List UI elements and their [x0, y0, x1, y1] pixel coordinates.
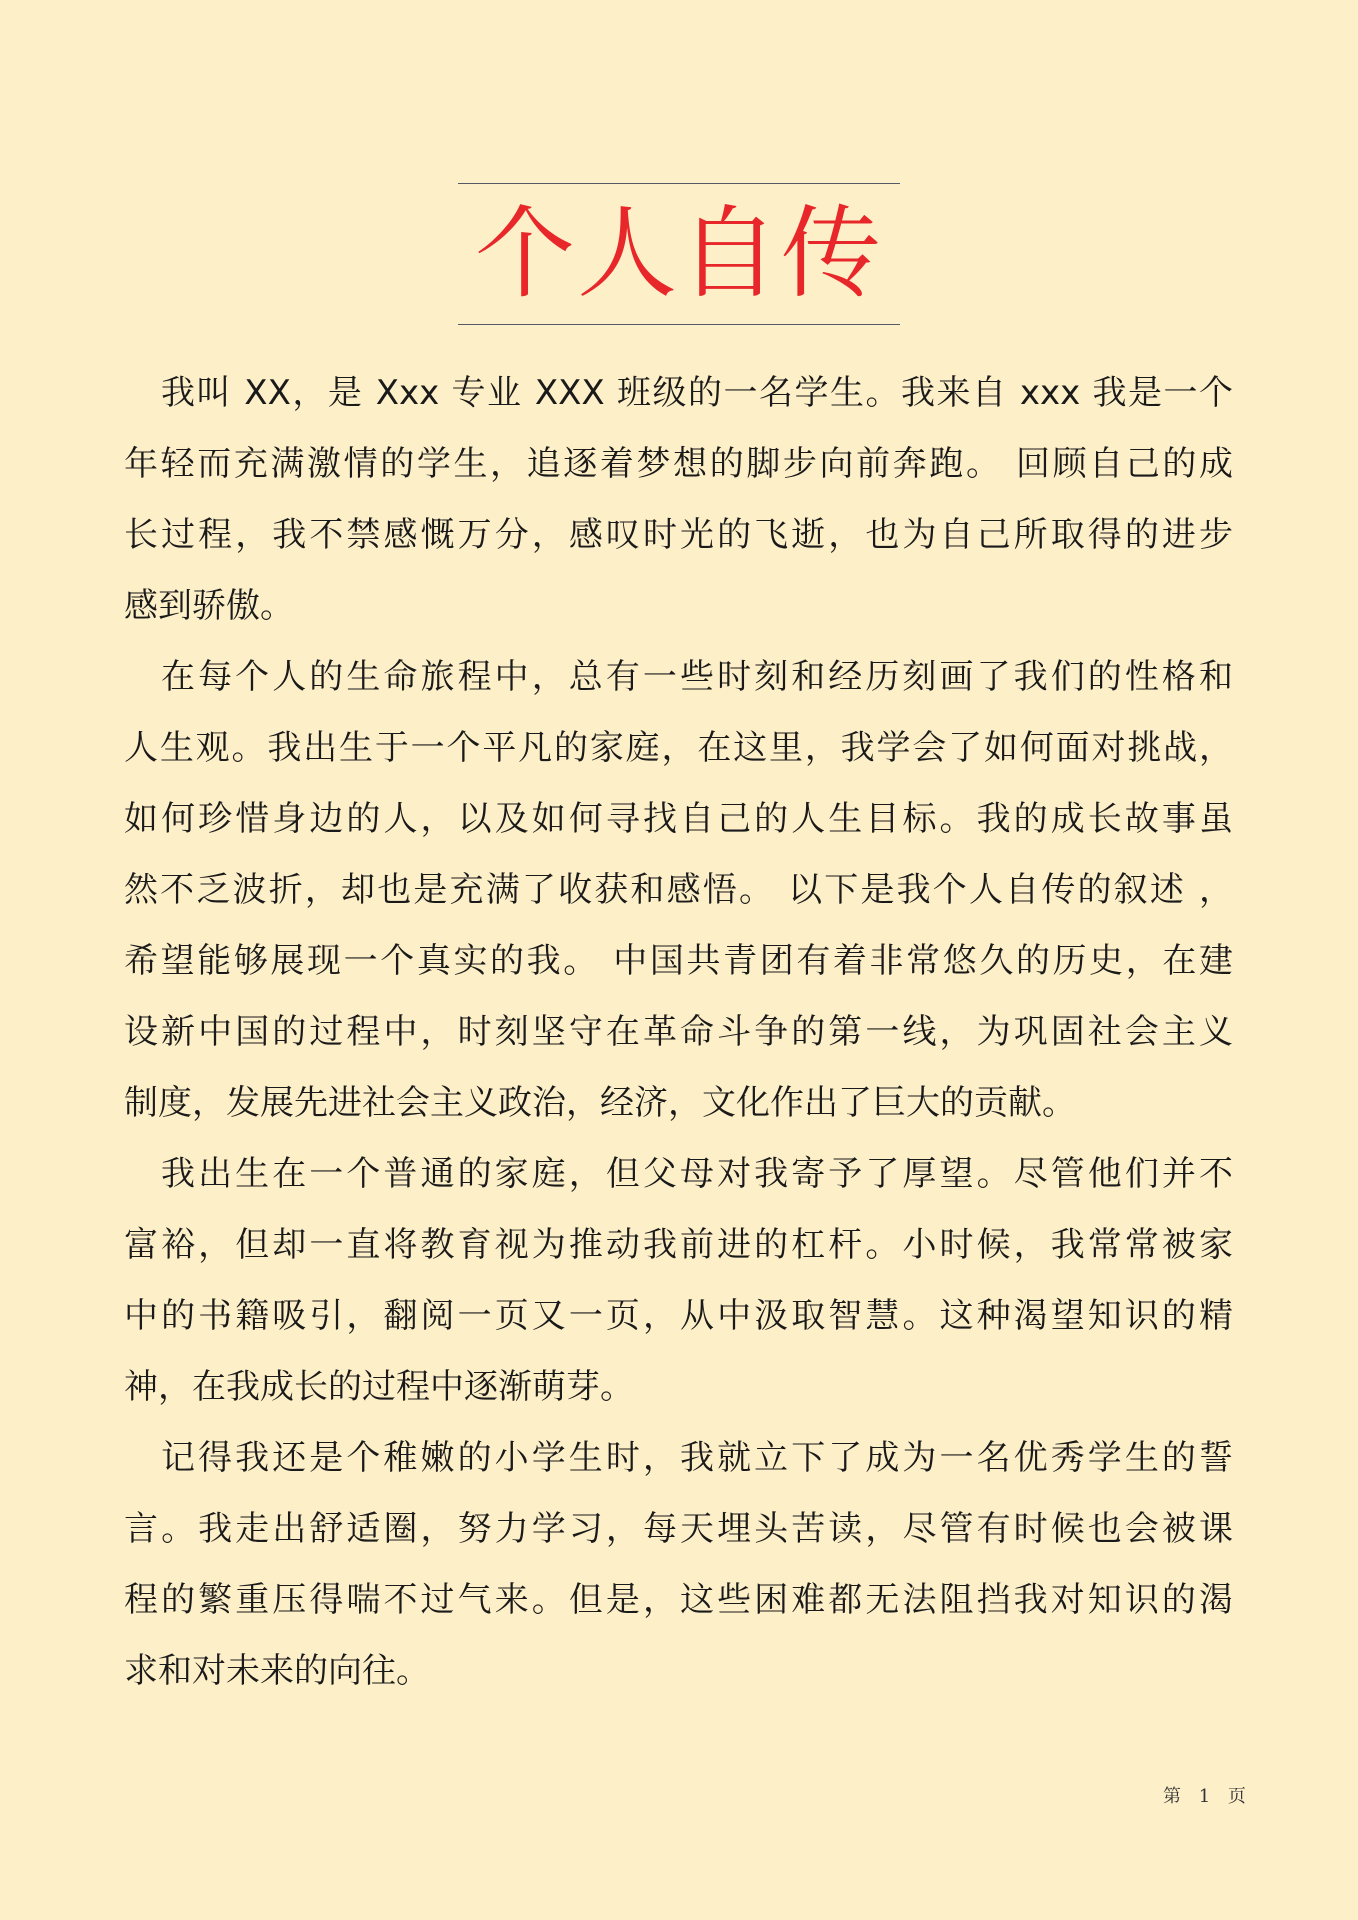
text-line: 设新中国的过程中，时刻坚守在革命斗争的第一线，为巩固社会主义	[124, 1012, 1233, 1052]
page-number: 第 1 页	[1163, 1786, 1252, 1807]
document-body	[124, 358, 1233, 1707]
text-line: 记得我还是个稚嫩的小学生时，我就立下了成为一名优秀学生的誓	[161, 1438, 1233, 1478]
page-title: 个人自传	[475, 195, 883, 312]
paragraph	[124, 358, 1233, 642]
title-top-rule	[458, 183, 900, 184]
text-line: 然不乏波折，却也是充满了收获和感悟。 以下是我个人自传的叙述 ，	[124, 870, 1233, 910]
text-line: 希望能够展现一个真实的我。 中国共青团有着非常悠久的历史，在建	[124, 941, 1233, 981]
text-line: 如何珍惜身边的人，以及如何寻找自己的人生目标。我的成长故事虽	[124, 799, 1233, 839]
text-line: 长过程，我不禁感慨万分，感叹时光的飞逝，也为自己所取得的进步	[124, 515, 1233, 555]
text-line: 言。我走出舒适圈，努力学习，每天埋头苦读，尽管有时候也会被课	[124, 1509, 1233, 1549]
text-line: 求和对未来的向往。	[124, 1651, 430, 1691]
text-line: 我出生在一个普通的家庭，但父母对我寄予了厚望。尽管他们并不	[161, 1154, 1233, 1194]
text-line: 我叫 XX，是 Xxx 专业 XXX 班级的一名学生。我来自 xxx 我是一个	[161, 373, 1233, 413]
text-line: 感到骄傲。	[124, 586, 294, 626]
text-line: 人生观。我出生于一个平凡的家庭，在这里，我学会了如何面对挑战，	[124, 728, 1233, 768]
text-line: 在每个人的生命旅程中，总有一些时刻和经历刻画了我们的性格和	[161, 657, 1233, 697]
paragraph	[124, 1139, 1233, 1423]
title-bottom-rule	[458, 324, 900, 325]
text-line: 程的繁重压得喘不过气来。但是，这些困难都无法阻挡我对知识的渴	[124, 1580, 1233, 1620]
text-line: 中的书籍吸引，翻阅一页又一页，从中汲取智慧。这种渴望知识的精	[124, 1296, 1233, 1336]
text-line: 年轻而充满激情的学生，追逐着梦想的脚步向前奔跑。 回顾自己的成	[124, 444, 1233, 484]
paragraph	[124, 642, 1233, 1139]
text-line: 制度，发展先进社会主义政治，经济，文化作出了巨大的贡献。	[124, 1083, 1076, 1123]
paragraph	[124, 1423, 1233, 1707]
text-line: 富裕，但却一直将教育视为推动我前进的杠杆。小时候，我常常被家	[124, 1225, 1233, 1265]
text-line: 神，在我成长的过程中逐渐萌芽。	[124, 1367, 634, 1407]
